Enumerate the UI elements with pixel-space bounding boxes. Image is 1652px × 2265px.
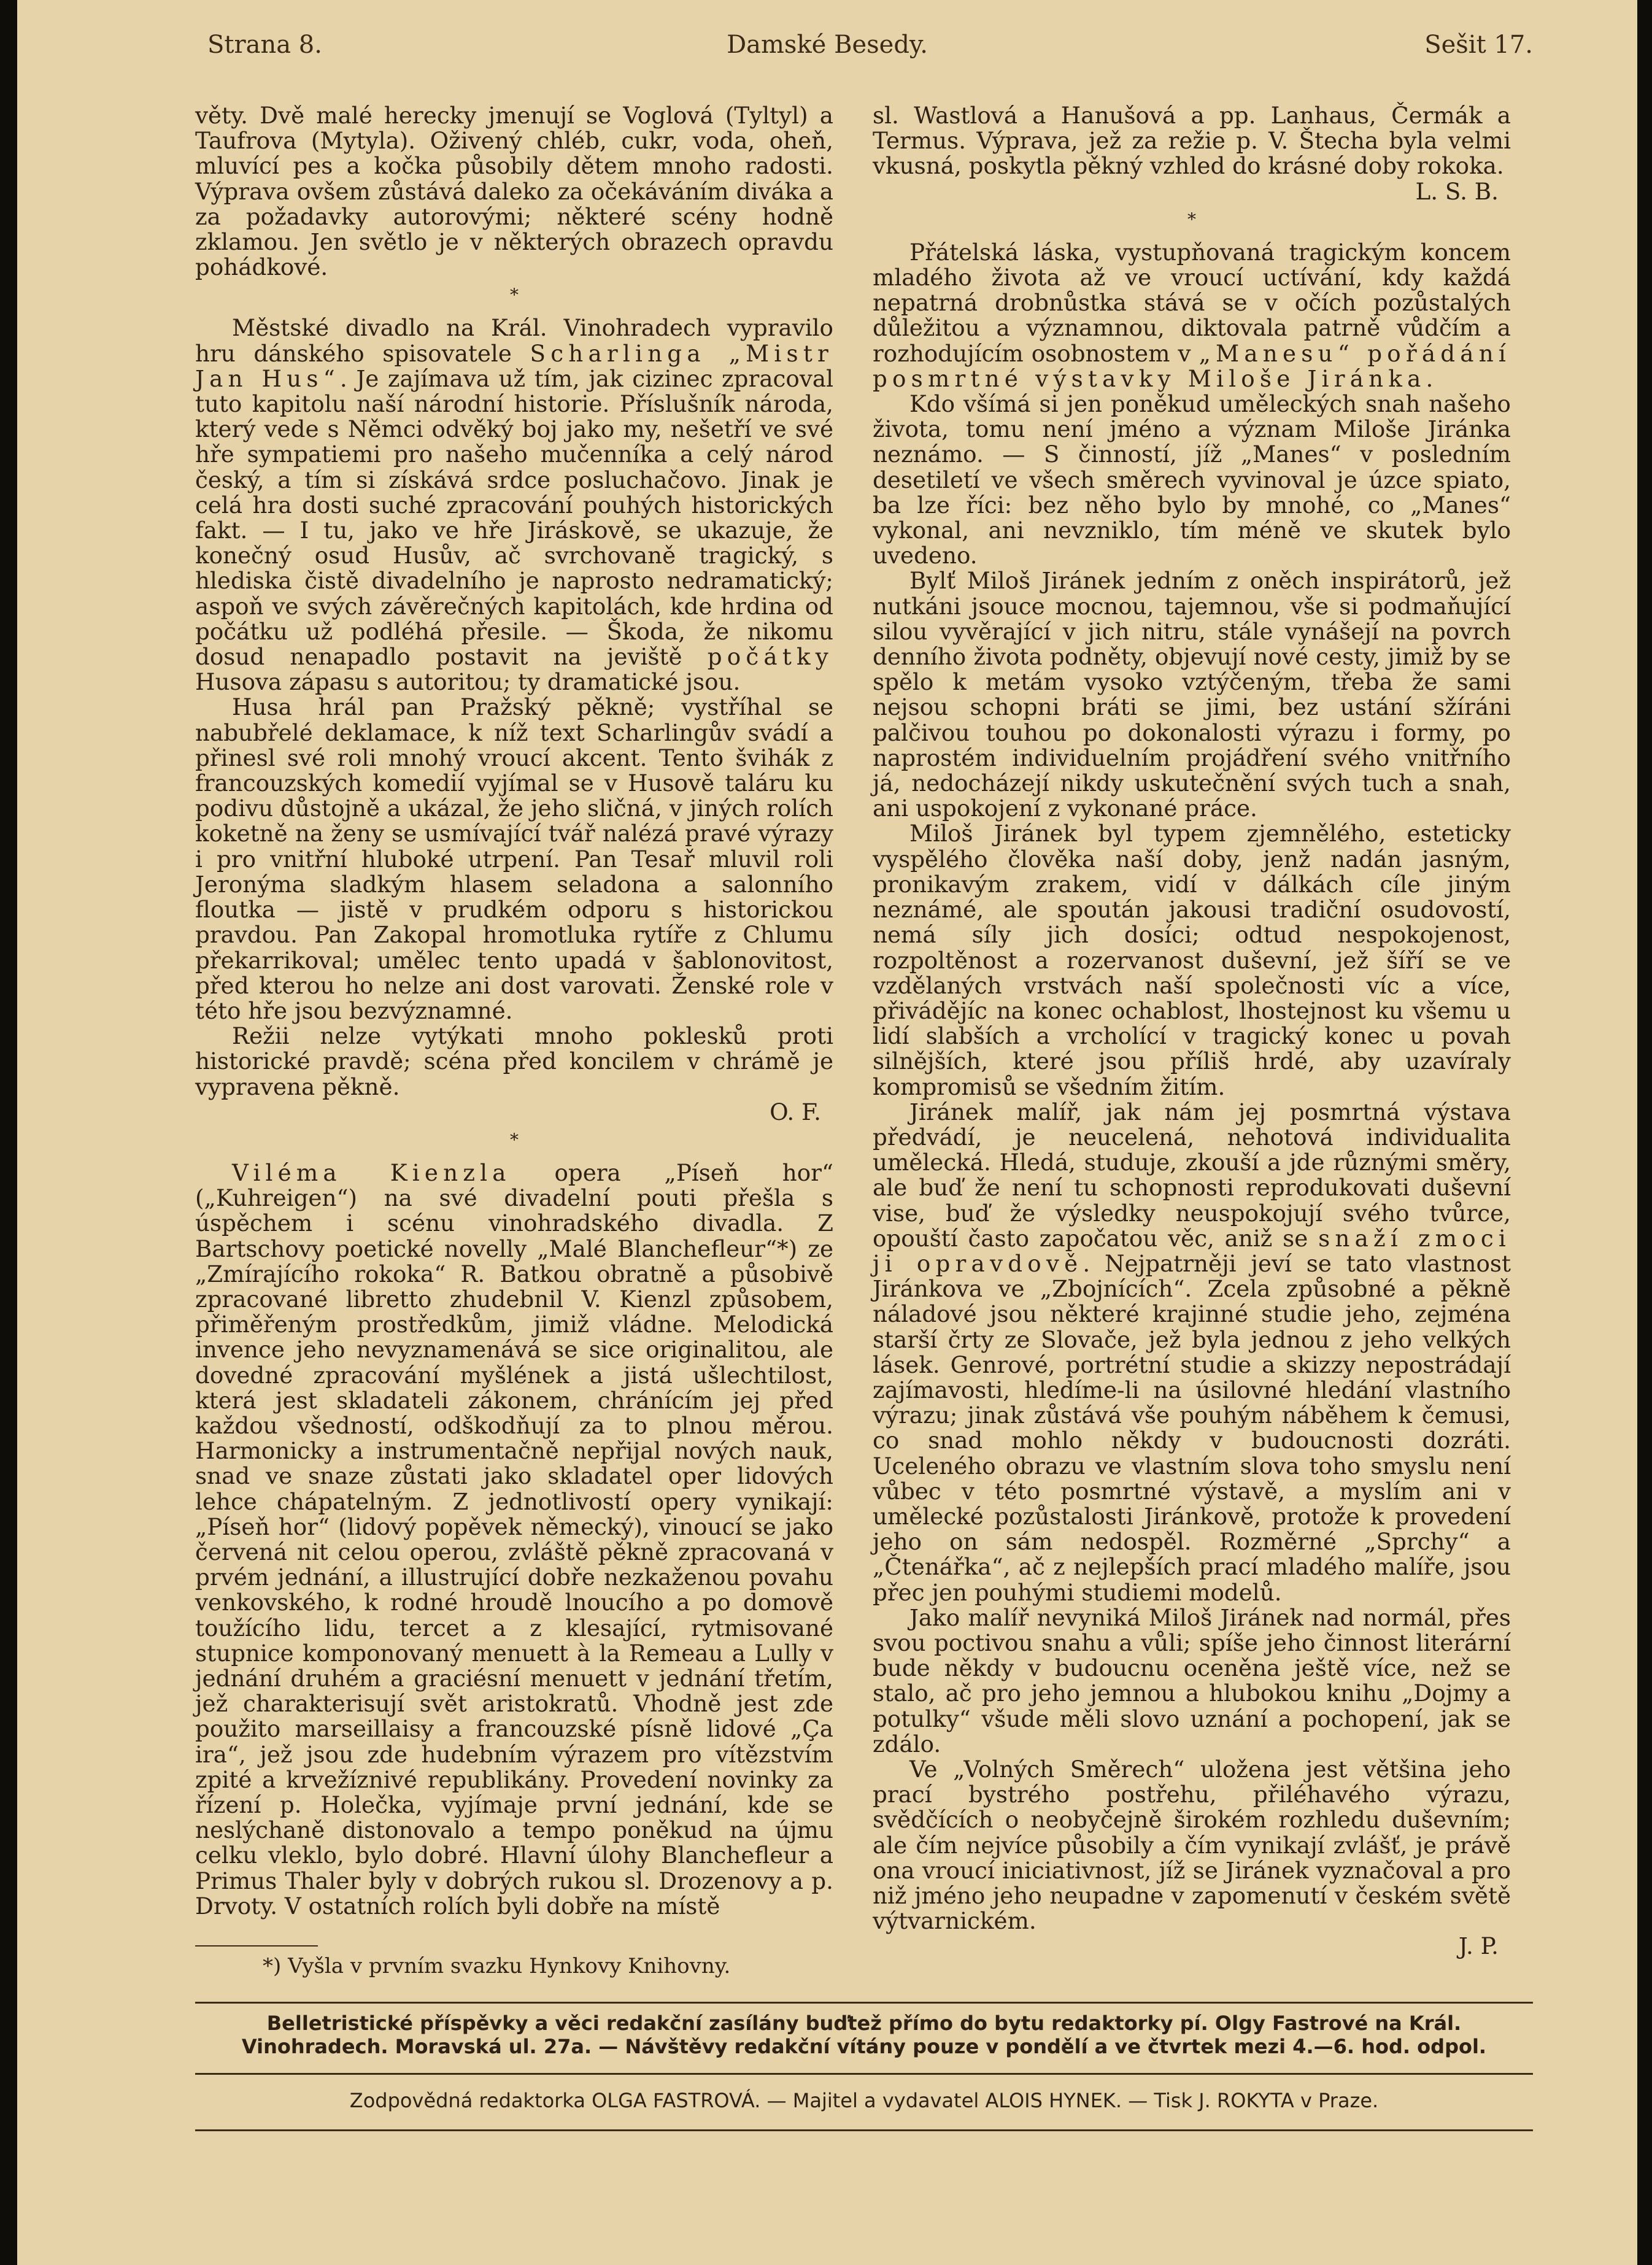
paragraph: Ve „Volných Směrech“ uložena jest většina jeho prací bystrého postřehu, přiléhavého výrazu, svědčících o neobyčejně širokém rozhledu duševním; ale čím nejvíce působily a čím vynikají zvlášť, je právě ona vroucí iniciativnost, jíž se Jiránek vyznačoval a pro niž jméno jeho neupadne v zapomenutí v českém světě výtvarnickém. xyxy=(873,1756,1511,1935)
footnote-text: *) Vyšla v prvním svazku Hynkovy Knihovny. xyxy=(263,1954,731,1978)
paragraph: Jiránek malíř, jak nám jej posmrtná výstava předvádí, je neucelená, nehotová individualita umělecká. Hledá, studuje, zkouší a jde různými směry, ale buď že není tu schopnosti reprodukovati duševní vise, buď že výsledky neuspokojují svého tvůrce, opouští často započatou věc, aniž se snaží zmoci ji opravdově. Nejpatrněji jeví se tato vlastnost Jiránkova ve „Zbojnících“. Zcela způsobné a pěkně náladové jsou některé krajinné studie jeho, zejména starší črty ze Slovače, jež byla jednou z jeho velkých lásek. Genrové, portrétní studie a skizzy nepostrádají zajímavosti, hledíme-li na úsilovné hledání vlastního výrazu; jinak zůstává vše pouhým náběhem k čemusi, co snad mohlo někdy v budoucnosti dozráti. Uceleného obrazu ve vlastním slova toho smyslu není vůbec v této posmrtné výstavě, a myslím ani v umělecké pozůstalosti Jiránkově, protože k provedení jeho on sám nedospěl. Rozměrné „Sprchy“ a „Čtenářka“, ač z nejlepších prací mladého malíře, jsou přec jen pouhými studiemi modelů. xyxy=(873,1098,1511,1606)
spaced-emphasis: „Manesu“ pořádání posmrtné výstavky Miloše Jiránka xyxy=(873,339,1511,392)
spaced-emphasis: počátky xyxy=(707,643,834,671)
paragraph: Viléma Kienzla opera „Píseň hor“ („Kuhreigen“) na své divadelní pouti přešla s úspěchem i scénu vinohradského divadla. Z Bartschovy poetické novelly „Malé Blanchefleur“*) ze „Zmírajícího rokoka“ R. Batkou obratně a působivě zpracované libretto zhudebnil V. Kienzl způsobem, přiměřeným prostředkům, jimiž vládne. Melodická invence jeho nevyznamenává se sice originalitou, ale dovedné zpracování myšlének a jistá ušlechtilost, která jest skladateli zákonem, chránícím jej před každou všedností, odškodňují za to plnou měrou. Harmonicky a instrumentačně nepřijal nových nauk, snad ve snaze zůstati jako skladatel oper lidových lehce chápatelným. Z jednotlivostí opery vynikají: „Píseň hor“ (lidový popěvek německý), vinoucí se jako červená nit celou operou, zvláště pěkně zpracovaná v prvém jednání, a illustrující dobře nezkaženou povahu venkovského, k rodné hroudě lnoucího a po domově toužícího lidu, tercet a z klesající, rytmisované stupnice komponovaný menuett à la Remeau a Lully v jednání druhém a graciésní menuett v jednání třetím, jež charakterisují svět aristokratů. Vhodně jest zde použito marseillaisy a francouzské písně lidové „Ça ira“, jež jsou zde hudebním výrazem pro vítězstvím zpité a krvežíznivé republikány. Provedení novinky za řízení p. Holečka, vyjímaje první jednání, kde se neslýchaně distonovalo a tempo poněkud na újmu celku vleklo, bylo dobré. Hlavní úlohy Blanchefleur a Primus Thaler byly v dobrých rukou sl. Drozenovy a p. Drvoty. V ostatních rolích byli dobře na místě xyxy=(195,1159,833,1920)
editorial-notice: Belletristické příspěvky a věci redakční zasílány buďtež přímo do bytu redaktorky pí. Olgy Fastrové na Král. Vinohradech. Moravská ul. 27a. — Návštěvy redakční vítány pouze v pondělí a ve čtvrtek mezi 4.—6. hod. odpol. xyxy=(241,2012,1487,2058)
divider xyxy=(195,2073,1533,2075)
paragraph: Přátelská láska, vystupňovaná tragickým koncem mladého života až ve vroucí uctívání, kdy každá nepatrná drobnůstka stává se v očích pozůstalých důležitou a významnou, diktovala patrně vůdčím a rozhodujícím osobnostem v „Manesu“ pořádání posmrtné výstavky Miloše Jiránka. xyxy=(873,238,1511,392)
author-signature: O. F. xyxy=(770,1098,821,1125)
left-column xyxy=(195,103,833,1919)
paragraph: Bylť Miloš Jiránek jedním z oněch inspirátorů, jež nutkáni jsouce mocnou, tajemnou, vše si podmaňující silou vyvěrající v jich nitru, stále vynášejí na povrch denního života podněty, objevují nové cesty, jimiž by se spělo k metám vysoko vztýčeným, třeba že sami nejsou schopni bráti se jimi, bez ustání sžíráni palčivou touhou po dokonalosti výrazu i formy, po naprostém individuelním projádření svého vnitřního já, nedocházejí nikdy uskutečnění svých tuch a snah, ani uspokojení z vykonané práce. xyxy=(873,567,1511,822)
issue-number: Sešit 17. xyxy=(1424,31,1533,59)
paragraph: Miloš Jiránek byl typem zjemnělého, esteticky vyspělého člověka naší doby, jenž nadán jasným, pronikavým zrakem, vidí v dálkách cíle jiným neznámé, ale spoután jakousi tradiční osudovostí, nemá síly jich dosíci; odtud nespokojenost, rozpoltěnost a rozervanost duševní, jež šíří se ve vzdělaných vrstvách naší společnosti víc a více, přivádějíc na konec ochablost, lhostejnost ku všemu u lidí slabších a vrcholící v tragický konec u povah silnějších, které jsou příliš hrdé, aby uzavíraly kompromisů se všedním žitím. xyxy=(873,820,1511,1100)
paragraph: věty. Dvě malé herecky jmenují se Voglová (Tyltyl) a Taufrova (Mytyla). Oživený chléb, cukr, voda, oheň, mluvící pes a kočka působily dětem mnoho radosti. Výprava ovšem zůstává daleko za očekáváním diváka a za požadavky autorovými; některé scény hodně zklamou. Jen světlo je v některých obrazech opravdu pohádkové. xyxy=(195,102,833,281)
paragraph: Jako malíř nevyniká Miloš Jiránek nad normál, přes svou poctivou snahu a vůli; spíše jeho činnost literární bude někdy v budoucnu oceněna ještě více, než se stalo, ač pro jeho jemnou a hlubokou knihu „Dojmy a potulky“ všude měli slovo uznání a pochopení, jak se zdálo. xyxy=(873,1603,1511,1758)
section-separator: * xyxy=(1187,209,1196,230)
footnote-rule xyxy=(195,1945,318,1947)
divider xyxy=(195,2002,1533,2004)
author-signature: L. S. B. xyxy=(1415,177,1499,205)
paragraph: Městské divadlo na Král. Vinohradech vypravilo hru dánského spisovatele Scharlinga „Mistr Jan Hus“. Je zajímava už tím, jak cizinec zpracoval tuto kapitolu naší národní historie. Příslušník národa, který vede s Němci odvěký boj jako my, nešetří ve své hře sympatiemi pro našeho mučenníka a celý národ český, a tím si získává srdce posluchačovo. Jinak je celá hra dosti suché zpracování pouhých historických fakt. — I tu, jako ve hře Jiráskově, se ukazuje, že konečný osud Husův, ač svrchovaně tragický, s hlediska čistě divadelního je naprosto nedramatický; aspoň ve svých závěrečných kapitolách, kde hrdina od počátku už podléhá přesile. — Škoda, že nikomu dosud nenapadlo postavit na jeviště počátky Husova zápasu s autoritou; ty dramatické jsou. xyxy=(195,314,834,696)
author-signature: J. P. xyxy=(1458,1932,1499,1960)
section-separator: * xyxy=(510,1129,519,1150)
page-number: Strana 8. xyxy=(207,31,322,59)
paragraph: Kdo všímá si jen poněkud uměleckých snah našeho života, tomu není jméno a význam Miloše Jiránka neznámo. — S činností, jíž „Manes“ v posledním desetiletí ve všech směrech vyvinoval je úzce spiato, ba lze říci: bez něho bylo by mnohé, co „Manes“ vykonal, ani nevzniklo, tím méně ve skutek bylo uvedeno. xyxy=(873,390,1511,569)
right-column xyxy=(873,103,1511,1959)
spaced-emphasis: Scharlinga „Mistr Jan Hus“ xyxy=(195,339,833,392)
paragraph: Režii nelze vytýkati mnoho poklesků proti historické pravdě; scéna před koncilem v chrámě je vypravena pěkně. xyxy=(195,1022,833,1100)
spaced-emphasis: Viléma Kienzla xyxy=(232,1159,511,1186)
page-header xyxy=(17,31,1637,70)
publication-title: Damské Besedy. xyxy=(727,31,928,59)
paragraph: sl. Wastlová a Hanušová a pp. Lanhaus, Čermák a Termus. Výprava, jež za režie p. V. Štecha byla velmi vkusná, poskytla pěkný vzhled do krásné doby rokoka. xyxy=(873,102,1511,180)
section-separator: * xyxy=(510,285,519,306)
divider xyxy=(195,2129,1533,2131)
footnote xyxy=(195,1945,833,1978)
newspaper-page xyxy=(17,0,1637,2265)
paragraph: Husa hrál pan Pražský pěkně; vystříhal se nabubřelé deklamace, k níž text Scharlingův svádí a přinesl své roli mnohý vroucí akcent. Tento švihák z francouzských komedií vyjímal se v Husově taláru ku podivu důstojně a ukázal, že jeho sličná, v jiných rolích koketně na ženy se usmívající tvář nalézá pravé výrazy i pro vnitřní hluboké utrpení. Pan Tesař mluvil roli Jeronýma sladkým hlasem seladona a salonního floutka — jistě v prudkém odporu s historickou pravdou. Pan Zakopal hromotluka rytíře z Chlumu překarrikoval; umělec tento upadá v šablonovitost, před kterou ho nelze ani dost varovati. Ženské role v této hře jsou bezvýznamné. xyxy=(195,693,833,1024)
spaced-emphasis: snaží zmoci ji opravdově xyxy=(873,1224,1511,1277)
imprint: Zodpovědná redaktorka OLGA FASTROVÁ. — Majitel a vydavatel ALOIS HYNEK. — Tisk J. ROKYTA v Praze. xyxy=(349,2089,1379,2112)
